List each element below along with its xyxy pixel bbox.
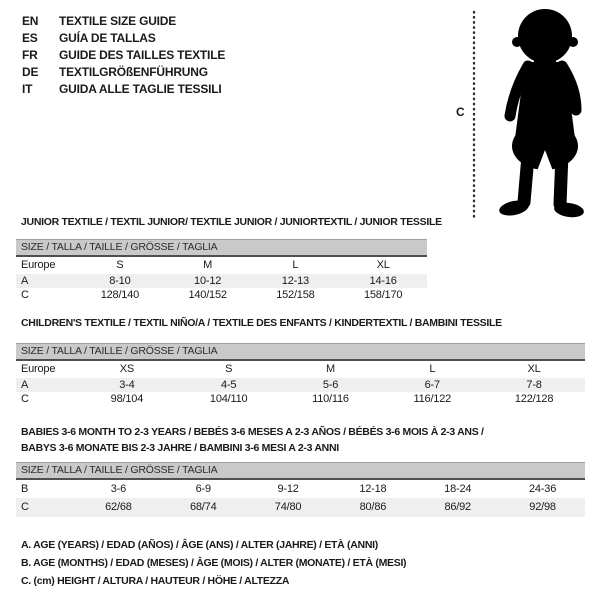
height-cell: 74/80 — [274, 501, 302, 513]
months-cell: 18-24 — [444, 483, 472, 495]
height-measure-label: C — [456, 105, 465, 119]
age-cell: 8-10 — [109, 275, 131, 287]
months-cell: 3-6 — [110, 483, 127, 495]
size-cell: M — [326, 363, 335, 375]
row-label: C — [21, 289, 29, 301]
section-title-line1: BABIES 3-6 MONTH TO 2-3 YEARS / BEBÉS 3-6 MESES A 2-3 AÑOS / BÉBÉS 3-6 MOIS À 2-3 ANS / — [21, 426, 484, 438]
section-junior-textile — [16, 216, 442, 303]
language-row-it — [22, 81, 225, 98]
row-label: C — [21, 501, 29, 513]
height-cell: 152/158 — [276, 289, 315, 301]
size-cell: S — [116, 259, 124, 271]
age-cell: 10-12 — [194, 275, 222, 287]
table-row-height — [16, 288, 427, 303]
height-cell: 116/122 — [413, 393, 452, 405]
note-age-months: B. AGE (MONTHS) / EDAD (MESES) / ÂGE (MOIS) / ALTER (MONATE) / ETÀ (MESI) — [21, 557, 407, 569]
height-cell: 92/98 — [529, 501, 556, 513]
children-size-table — [16, 343, 585, 407]
height-cell: 98/104 — [110, 393, 144, 405]
size-cell: S — [225, 363, 233, 375]
row-label: A — [21, 275, 29, 287]
height-cell: 110/116 — [312, 393, 349, 405]
section-childrens-textile — [16, 317, 585, 407]
babies-size-table — [16, 462, 585, 517]
language-title: TEXTILE SIZE GUIDE — [59, 14, 177, 28]
row-label: Europe — [21, 363, 56, 375]
language-row-de — [22, 64, 225, 81]
height-cell: 104/110 — [209, 393, 248, 405]
baby-figure — [450, 4, 595, 226]
height-cell: 158/170 — [363, 289, 403, 301]
months-cell: 12-18 — [359, 483, 387, 495]
size-cell: XL — [527, 363, 541, 375]
row-label: A — [21, 379, 29, 391]
height-cell: 86/92 — [444, 501, 471, 513]
language-code: DE — [22, 65, 39, 79]
height-cell: 68/74 — [189, 501, 217, 513]
height-cell: 62/68 — [105, 501, 132, 513]
size-cell: L — [429, 363, 436, 375]
language-title: TEXTILGRÖßENFÜHRUNG — [59, 65, 208, 79]
section-title: JUNIOR TEXTILE / TEXTIL JUNIOR/ TEXTILE JUNIOR / JUNIORTEXTIL / JUNIOR TESSILE — [21, 216, 442, 228]
row-label: Europe — [21, 259, 56, 271]
size-header-bar: SIZE / TALLA / TAILLE / GRÖSSE / TAGLIA — [16, 239, 427, 257]
language-code: FR — [22, 48, 38, 62]
row-label: B — [21, 483, 29, 495]
section-babies-textile — [16, 424, 585, 517]
height-cell: 140/152 — [188, 289, 227, 301]
height-cell: 80/86 — [359, 501, 387, 513]
size-cell: M — [203, 259, 213, 271]
language-code: IT — [22, 82, 33, 96]
junior-size-table — [16, 239, 427, 303]
language-row-fr — [22, 47, 225, 64]
language-code: ES — [22, 31, 38, 45]
language-title: GUIDA ALLE TAGLIE TESSILI — [59, 82, 222, 96]
size-header-bar: SIZE / TALLA / TAILLE / GRÖSSE / TAGLIA — [16, 343, 585, 361]
height-cell: 122/128 — [514, 393, 554, 405]
age-cell: 3-4 — [119, 379, 135, 391]
table-row-height — [16, 392, 585, 407]
age-cell: 14-16 — [369, 275, 397, 287]
language-title-list — [22, 13, 225, 98]
row-label: C — [21, 393, 29, 405]
months-cell: 9-12 — [277, 483, 299, 495]
table-row-europe — [16, 361, 585, 378]
size-cell: XL — [376, 259, 390, 271]
language-code: EN — [22, 14, 39, 28]
language-row-es — [22, 30, 225, 47]
language-title: GUÍA DE TALLAS — [59, 31, 156, 45]
table-row-height — [16, 498, 585, 517]
months-cell: 24-36 — [528, 483, 557, 495]
size-cell: L — [292, 259, 299, 271]
note-height-cm: C. (cm) HEIGHT / ALTURA / HAUTEUR / HÖHE / ALTEZZA — [21, 575, 290, 587]
table-row-europe — [16, 257, 427, 274]
age-cell: 5-6 — [322, 379, 339, 391]
age-cell: 4-5 — [221, 379, 237, 391]
table-row-age — [16, 274, 427, 288]
legend-notes — [21, 536, 406, 590]
size-header-bar: SIZE / TALLA / TAILLE / GRÖSSE / TAGLIA — [16, 462, 585, 480]
section-title-line2: BABYS 3-6 MONATE BIS 2-3 JAHRE / BAMBINI 3-6 MESI A 2-3 ANNI — [21, 442, 339, 454]
section-title — [21, 424, 585, 456]
age-cell: 12-13 — [281, 275, 309, 287]
section-title: CHILDREN'S TEXTILE / TEXTIL NIÑO/A / TEXTILE DES ENFANTS / KINDERTEXTIL / BAMBINI TESSILE — [21, 317, 502, 329]
table-row-months — [16, 480, 585, 498]
table-row-age — [16, 378, 585, 392]
note-age-years: A. AGE (YEARS) / EDAD (AÑOS) / ÂGE (ANS) / ALTER (JAHRE) / ETÀ (ANNI) — [21, 539, 378, 551]
language-title: GUIDE DES TAILLES TEXTILE — [59, 48, 226, 62]
months-cell: 6-9 — [195, 483, 211, 495]
baby-silhouette-icon — [450, 4, 595, 226]
height-cell: 128/140 — [100, 289, 140, 301]
size-cell: XS — [119, 363, 135, 375]
age-cell: 7-8 — [526, 379, 542, 391]
language-row-en — [22, 13, 225, 30]
age-cell: 6-7 — [424, 379, 440, 391]
